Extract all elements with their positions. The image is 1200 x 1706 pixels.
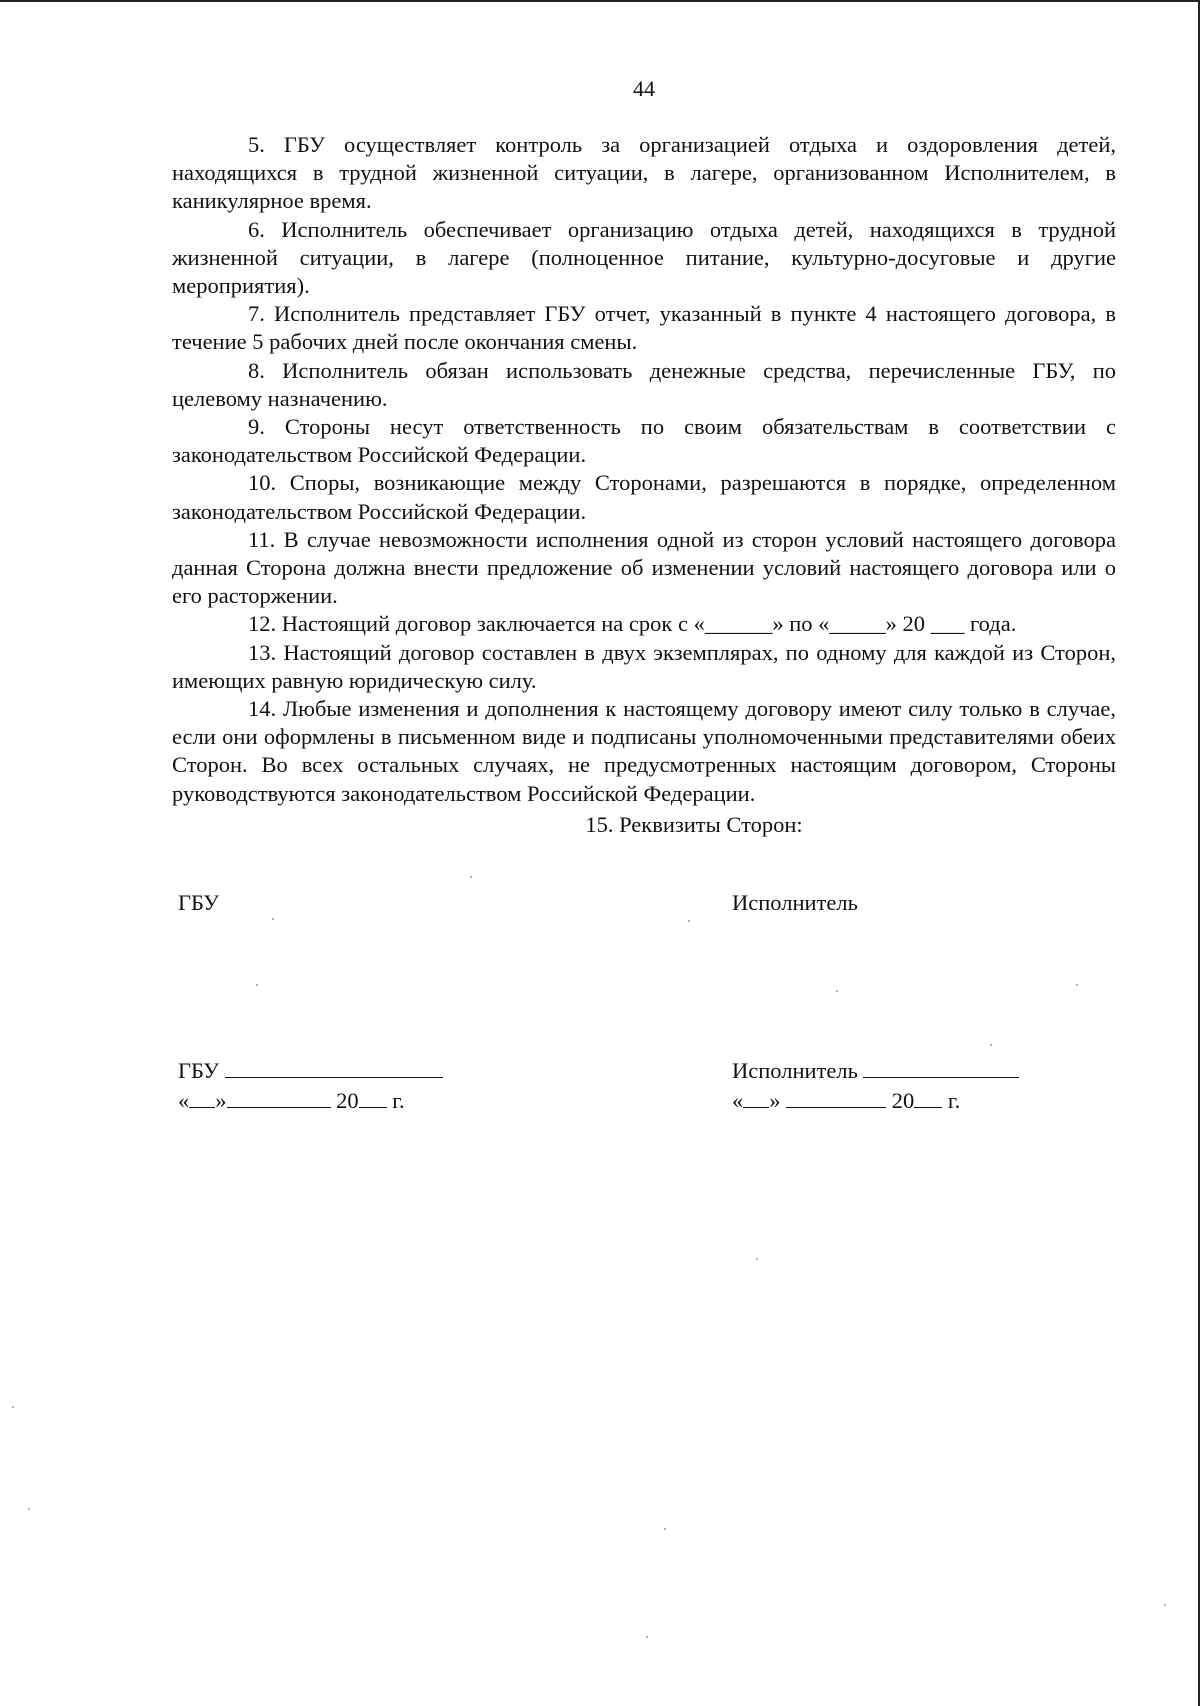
requisites-heading: 15. Реквизиты Сторон:	[585, 811, 803, 837]
clause-7: 7. Исполнитель представляет ГБУ отчет, указанный в пункте 4 настоящего договора, в течение 5 рабочих дней после окончания смены.	[172, 301, 1116, 355]
left-year-blank	[359, 1087, 387, 1108]
left-year-suffix: г.	[392, 1088, 405, 1113]
left-day-blank	[189, 1087, 215, 1108]
scan-speck	[256, 984, 258, 986]
clause-6: 6. Исполнитель обеспечивает организацию отдыха детей, находящихся в трудной жизненной ситуации, в лагере (полноценное питание, культурно-досуговые и другие мероприятия).	[172, 216, 1116, 299]
clause-10: 10. Споры, возникающие между Сторонами, разрешаются в порядке, определенном законодательством Российской Федерации.	[172, 470, 1116, 524]
right-year-blank	[914, 1087, 942, 1108]
scan-speck	[990, 1044, 992, 1046]
left-date-open-quote: «	[178, 1088, 190, 1113]
clause-14: 14. Любые изменения и дополнения к настоящему договору имеют силу только в случае, если они оформлены в письменном виде и подписаны уполномоченными представителями обеих Сторон. Во всех остальных случаях, не предусмотренных настоящим договором, Стороны руководствуются законодательством Российской Федерации.	[172, 696, 1116, 806]
left-year-prefix: 20	[336, 1088, 359, 1113]
contract-body	[172, 131, 1116, 839]
right-date-open-quote: «	[732, 1088, 744, 1113]
left-party-title: ГБУ	[178, 890, 220, 915]
right-party-sign-label: Исполнитель	[732, 1058, 858, 1083]
left-party-sign-label: ГБУ	[178, 1058, 220, 1083]
scan-speck	[756, 1258, 758, 1260]
right-party-signature-line	[732, 1057, 1019, 1084]
right-day-blank	[743, 1087, 769, 1108]
left-party-signature-line	[178, 1057, 443, 1084]
clause-11: 11. В случае невозможности исполнения одной из сторон условий настоящего договора данная Сторона должна внести предложение об изменении условий настоящего договора или о его расторжении.	[172, 526, 1116, 609]
right-year-suffix: г.	[947, 1088, 961, 1113]
clause-8: 8. Исполнитель обязан использовать денежные средства, перечисленные ГБУ, по целевому назначению.	[172, 357, 1116, 411]
scan-speck	[12, 1406, 14, 1408]
right-date-close-quote: »	[769, 1088, 781, 1113]
right-party-title: Исполнитель	[732, 890, 858, 915]
scan-speck	[1164, 1604, 1166, 1606]
clause-13: 13. Настоящий договор составлен в двух экземплярах, по одному для каждой из Сторон, имеющих равную юридическую силу.	[172, 639, 1116, 693]
clause-12: 12. Настоящий договор заключается на срок с «______» по «_____» 20 ___ года.	[248, 611, 1017, 637]
clause-5: 5. ГБУ осуществляет контроль за организацией отдыха и оздоровления детей, находящихся в трудной жизненной ситуации, в лагере, организованном Исполнителем, в каникулярное время.	[172, 132, 1116, 214]
left-party-date-line	[178, 1087, 405, 1114]
scan-speck	[1076, 984, 1078, 986]
left-month-blank	[227, 1087, 331, 1108]
right-party-date-line	[732, 1087, 960, 1114]
scan-speck	[470, 876, 472, 878]
scan-speck	[836, 990, 838, 992]
scan-speck	[272, 918, 274, 920]
scan-speck	[688, 920, 690, 922]
page-number: 44	[633, 76, 655, 101]
scan-speck	[28, 1508, 30, 1510]
right-month-blank	[786, 1087, 886, 1108]
clause-9: 9. Стороны несут ответственность по своим обязательствам в соответствии с законодательством Российской Федерации.	[172, 414, 1116, 468]
right-year-prefix: 20	[891, 1088, 915, 1113]
scan-speck	[646, 1636, 648, 1638]
left-date-close-quote: »	[215, 1088, 227, 1113]
left-signature-blank	[225, 1057, 443, 1078]
right-signature-blank	[863, 1057, 1019, 1078]
scan-speck	[664, 1528, 666, 1530]
